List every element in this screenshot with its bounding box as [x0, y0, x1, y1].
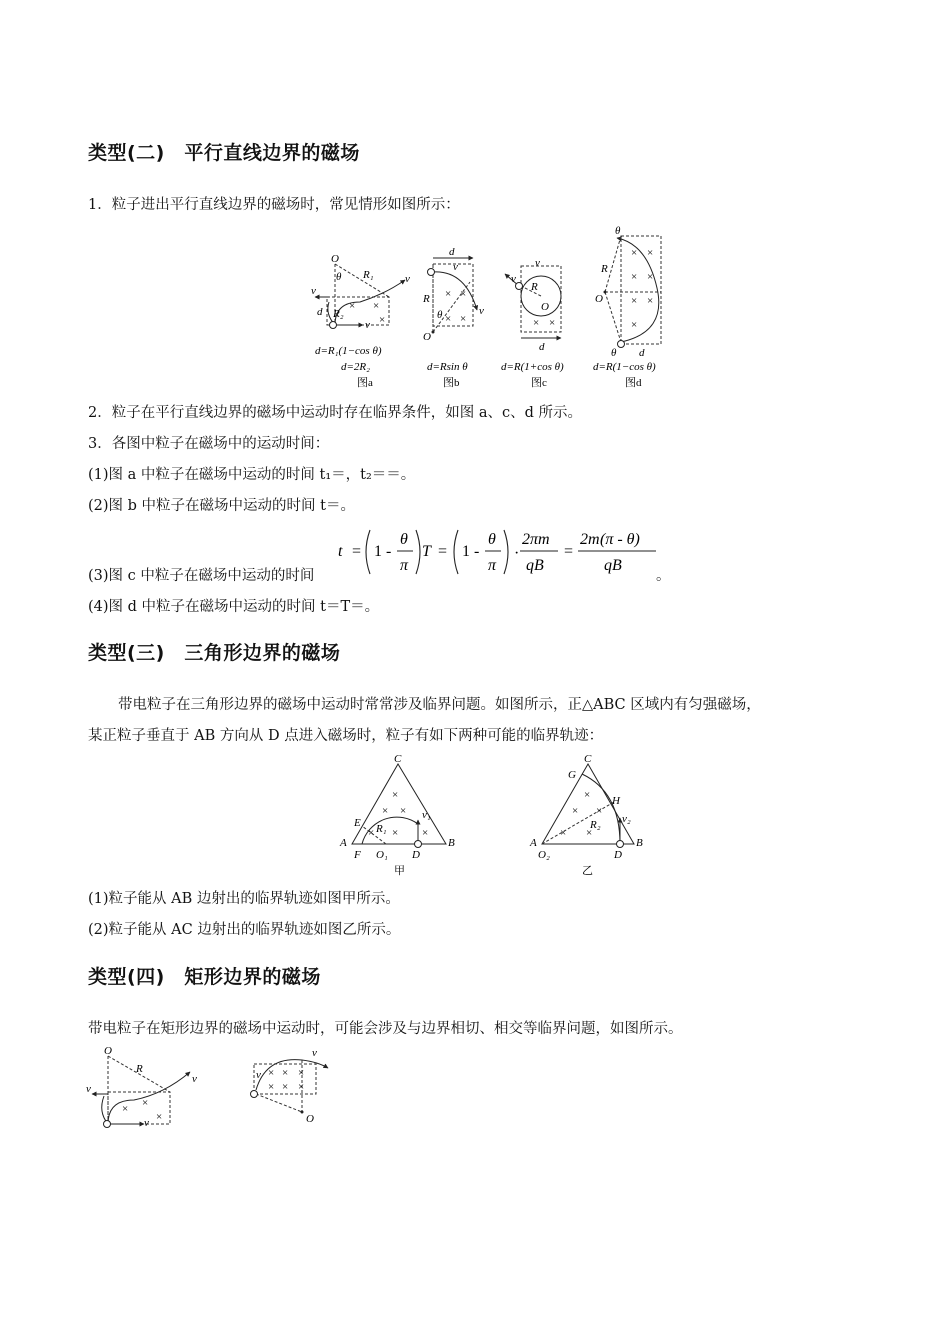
label-v: v [86, 1083, 91, 1095]
field-cross: × [584, 789, 591, 801]
field-cross: × [560, 827, 567, 839]
label-d: D [614, 849, 622, 861]
formula-2pim: 2πm [522, 531, 550, 548]
label-theta: θ [437, 309, 443, 321]
field-cross: × [282, 1067, 289, 1079]
formula-one-minus: 1 - [462, 543, 480, 560]
label-v: v [405, 273, 410, 285]
label-r2: R₂ [333, 308, 344, 320]
label-o: O [306, 1113, 314, 1125]
formula-t: t [338, 543, 343, 560]
label-f: F [354, 849, 361, 861]
field-cross: × [142, 1097, 149, 1109]
section2-paragraph-6-end: 。 [656, 568, 671, 584]
label-d: D [412, 849, 420, 861]
formula-qb: qB [526, 557, 544, 574]
label-r: R [136, 1063, 143, 1075]
section3-paragraph-3: (1)粒子能从 AB 边射出的临界轨迹如图甲所示。 [88, 891, 400, 907]
label-r1: R₁ [376, 823, 387, 835]
section2-paragraph-1: 1．粒子进出平行直线边界的磁场时，常见情形如图所示： [88, 197, 460, 213]
label-v: v [479, 305, 484, 317]
figure-rect-left [86, 1046, 197, 1129]
field-cross: × [647, 247, 654, 259]
label-o: O [331, 253, 339, 265]
field-cross: × [268, 1067, 275, 1079]
field-cross: × [549, 317, 556, 329]
formula-theta: θ [400, 531, 408, 548]
section4-title: 类型(四) 矩形边界的磁场 [88, 966, 321, 988]
formula-pi: π [400, 557, 409, 574]
field-cross: × [392, 789, 399, 801]
label-o: O [595, 293, 603, 305]
caption-jia: 甲 [394, 865, 405, 877]
field-cross: × [596, 805, 603, 817]
field-cross: × [282, 1081, 289, 1093]
formula-one-minus: 1 - [374, 543, 392, 560]
label-r: R [423, 293, 430, 305]
label-d: d [449, 246, 455, 258]
label-r1: R₁ [363, 269, 374, 281]
field-cross: × [373, 300, 380, 312]
label-o1: O₁ [376, 849, 388, 861]
label-o2: O₂ [538, 849, 550, 861]
parallel-boundary-figures [305, 222, 685, 394]
figure-yi [529, 753, 643, 877]
field-cross: × [156, 1111, 163, 1123]
section3-paragraph-1: 带电粒子在三角形边界的磁场中运动时常常涉及临界问题。如图所示，正△ABC 区域内有匀强磁场， [118, 697, 761, 713]
figure-rect-right [251, 1047, 329, 1125]
section3-title: 类型(三) 三角形边界的磁场 [88, 642, 341, 664]
section3-paragraph-4: (2)粒子能从 AC 边射出的临界轨迹如图乙所示。 [88, 922, 401, 938]
time-formula [336, 524, 666, 580]
fig-d-caption: 图d [625, 377, 642, 389]
label-c: C [584, 753, 592, 765]
label-r2: R₂ [590, 819, 601, 831]
triangle-figures [338, 752, 658, 882]
fig-b-formula: d=Rsin θ [427, 361, 468, 373]
field-cross: × [572, 805, 579, 817]
figure-b [422, 246, 484, 389]
label-v: v [365, 319, 370, 331]
fig-a-formula-1: d=R₁(1−cos θ) [315, 345, 382, 357]
label-h: H [612, 795, 620, 807]
section2-paragraph-5: (2)图 b 中粒子在磁场中运动的时间 t＝。 [88, 498, 355, 514]
formula-T: T [422, 543, 431, 560]
rectangle-figures [86, 1046, 346, 1130]
label-v: v [453, 261, 458, 273]
label-d: d [639, 347, 645, 359]
formula-pi: π [488, 557, 497, 574]
formula-equals: = [352, 543, 362, 560]
label-b: B [636, 837, 643, 849]
label-theta: θ [336, 271, 342, 283]
formula-dot: · [514, 545, 520, 562]
label-v2: v₂ [622, 813, 631, 825]
formula-qb: qB [604, 557, 622, 574]
label-theta: θ [611, 347, 617, 359]
formula-equals: = [438, 543, 448, 560]
figure-c [501, 257, 564, 389]
label-v: v [535, 257, 540, 269]
label-d: d [317, 306, 323, 318]
label-e: E [354, 817, 361, 829]
fig-b-caption: 图b [443, 377, 460, 389]
label-o: O [541, 301, 549, 313]
section3-paragraph-2: 某正粒子垂直于 AB 方向从 D 点进入磁场时，粒子有如下两种可能的临界轨迹： [88, 728, 604, 744]
formula-pi-minus-theta: (π - θ) [600, 531, 640, 548]
field-cross: × [631, 319, 638, 331]
field-cross: × [460, 313, 467, 325]
fig-a-formula-2: d=2R₂ [341, 361, 370, 373]
caption-yi: 乙 [582, 865, 593, 877]
label-theta: θ [615, 225, 621, 237]
field-cross: × [445, 313, 452, 325]
formula-2m: 2m [580, 531, 600, 548]
figure-a [311, 253, 410, 389]
label-o: O [104, 1046, 112, 1057]
field-cross: × [382, 805, 389, 817]
formula-theta: θ [488, 531, 496, 548]
section2-paragraph-3: 3．各图中粒子在磁场中的运动时间： [88, 436, 330, 452]
field-cross: × [631, 247, 638, 259]
label-b: B [448, 837, 455, 849]
label-v: v [144, 1117, 149, 1129]
field-cross: × [631, 271, 638, 283]
field-cross: × [368, 827, 375, 839]
figure-d [593, 225, 661, 389]
fig-a-caption: 图a [357, 377, 373, 389]
field-cross: × [298, 1081, 305, 1093]
label-a: A [340, 837, 347, 849]
section2-paragraph-2: 2．粒子在平行直线边界的磁场中运动时存在临界条件，如图 a、c、d 所示。 [88, 405, 582, 421]
field-cross: × [533, 317, 540, 329]
section2-paragraph-4: (1)图 a 中粒子在磁场中运动的时间 t₁＝，t₂＝＝。 [88, 467, 416, 483]
field-cross: × [392, 827, 399, 839]
label-v: v [312, 1047, 317, 1059]
field-cross: × [445, 288, 452, 300]
formula-equals: = [564, 543, 574, 560]
label-g: G [568, 769, 576, 781]
field-cross: × [647, 271, 654, 283]
section4-paragraph-1: 带电粒子在矩形边界的磁场中运动时，可能会涉及与边界相切、相交等临界问题，如图所示。 [88, 1021, 683, 1037]
section2-paragraph-6: (3)图 c 中粒子在磁场中运动的时间 [88, 568, 315, 584]
label-v: v [192, 1073, 197, 1085]
label-r: R [531, 281, 538, 293]
fig-d-formula: d=R(1−cos θ) [593, 361, 656, 373]
label-o: O [423, 331, 431, 343]
section2-title: 类型(二) 平行直线边界的磁场 [88, 142, 360, 164]
field-cross: × [298, 1067, 305, 1079]
field-cross: × [268, 1081, 275, 1093]
label-v: v [511, 273, 516, 285]
field-cross: × [631, 295, 638, 307]
label-d: d [539, 341, 545, 353]
field-cross: × [349, 300, 356, 312]
section2-paragraph-7: (4)图 d 中粒子在磁场中运动的时间 t＝T＝。 [88, 599, 380, 615]
label-v1: v₁ [422, 809, 431, 821]
field-cross: × [647, 295, 654, 307]
field-cross: × [460, 288, 467, 300]
label-v: v [311, 285, 316, 297]
figure-jia [339, 753, 455, 877]
field-cross: × [422, 827, 429, 839]
field-cross: × [400, 805, 407, 817]
label-c: C [394, 753, 402, 765]
label-a: A [530, 837, 537, 849]
field-cross: × [586, 827, 593, 839]
fig-c-formula: d=R(1+cos θ) [501, 361, 564, 373]
field-cross: × [122, 1103, 129, 1115]
label-v: v [256, 1069, 261, 1081]
fig-c-caption: 图c [531, 377, 547, 389]
field-cross: × [379, 314, 386, 326]
label-r: R [601, 263, 608, 275]
